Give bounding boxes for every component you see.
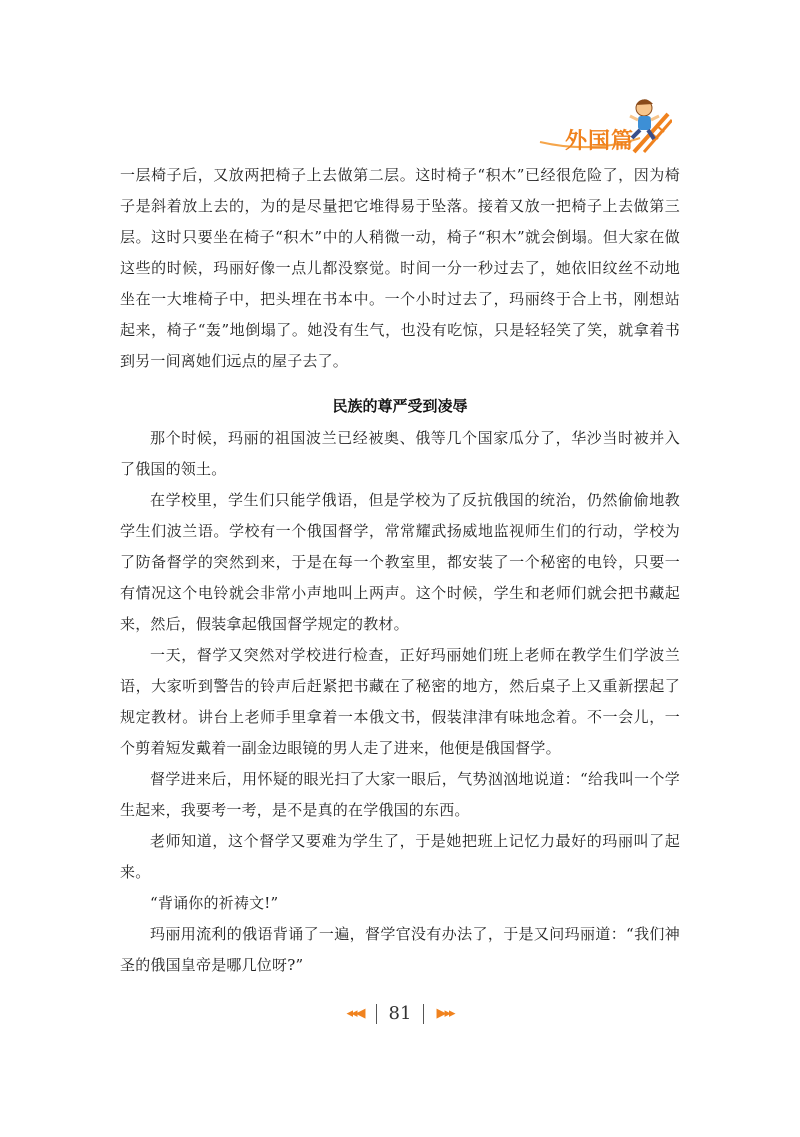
section-heading: 民族的尊严受到凌辱	[332, 397, 468, 415]
page-footer	[0, 1003, 800, 1024]
section-label: 外国篇	[564, 129, 634, 154]
prev-page-arrows-icon: ◂◂◀	[346, 1006, 364, 1021]
divider	[423, 1004, 424, 1024]
paragraph: 一层椅子后，又放两把椅子上去做第二层。这时椅子“积木”已经很危险了，因为椅子是斜着放上去的，为的是尽量把它堆得易于坠落。接着又放一把椅子上去做第三层。这时只要坐在椅子“积木”中的人稍微一动，椅子“积木”就会倒塌。但大家在做这些的时候，玛丽好像一点儿都没察觉。时间一分一秒过去了，她依旧纹丝不动地坐在一大堆椅子中，把头埋在书本中。一个小时过去了，玛丽终于合上书，刚想站起来，椅子“轰”地倒塌了。她没有生气，也没有吃惊，只是轻轻笑了笑，就拿着书到另一间离她们远点的屋子去了。	[120, 166, 680, 370]
paragraph: 玛丽用流利的俄语背诵了一遍，督学官没有办法了，于是又问玛丽道：“我们神圣的俄国皇帝是哪几位呀?”	[120, 925, 680, 974]
paragraph: 那个时候，玛丽的祖国波兰已经被奥、俄等几个国家瓜分了，华沙当时被并入了俄国的领土。	[120, 429, 680, 478]
paragraph: 在学校里，学生们只能学俄语，但是学校为了反抗俄国的统治，仍然偷偷地教学生们波兰语。学校有一个俄国督学，常常耀武扬威地监视师生们的行动，学校为了防备督学的突然到来，于是在每一个教室里，都安装了一个秘密的电铃，只要一有情况这个电铃就会非常小声地叫上两声。这个时候，学生和老师们就会把书藏起来，然后，假装拿起俄国督学规定的教材。	[120, 491, 680, 633]
paragraph: 督学进来后，用怀疑的眼光扫了大家一眼后，气势汹汹地说道：“给我叫一个学生起来，我要考一考，是不是真的在学俄国的东西。	[120, 770, 680, 819]
page-content	[120, 160, 680, 981]
paragraph: 老师知道，这个督学又要难为学生了，于是她把班上记忆力最好的玛丽叫了起来。	[120, 832, 680, 881]
divider	[376, 1004, 377, 1024]
next-page-arrows-icon: ▶▸▸	[436, 1006, 454, 1021]
paragraph: “背诵你的祈祷文!”	[150, 894, 279, 912]
page-number: 81	[388, 1003, 412, 1024]
paragraph: 一天，督学又突然对学校进行检查，正好玛丽她们班上老师在教学生们学波兰语，大家听到警告的铃声后赶紧把书藏在了秘密的地方，然后桌子上又重新摆起了规定教材。讲台上老师手里拿着一本俄文书，假装津津有味地念着。不一会儿，一个剪着短发戴着一副金边眼镜的男人走了进来，他便是俄国督学。	[120, 646, 680, 757]
